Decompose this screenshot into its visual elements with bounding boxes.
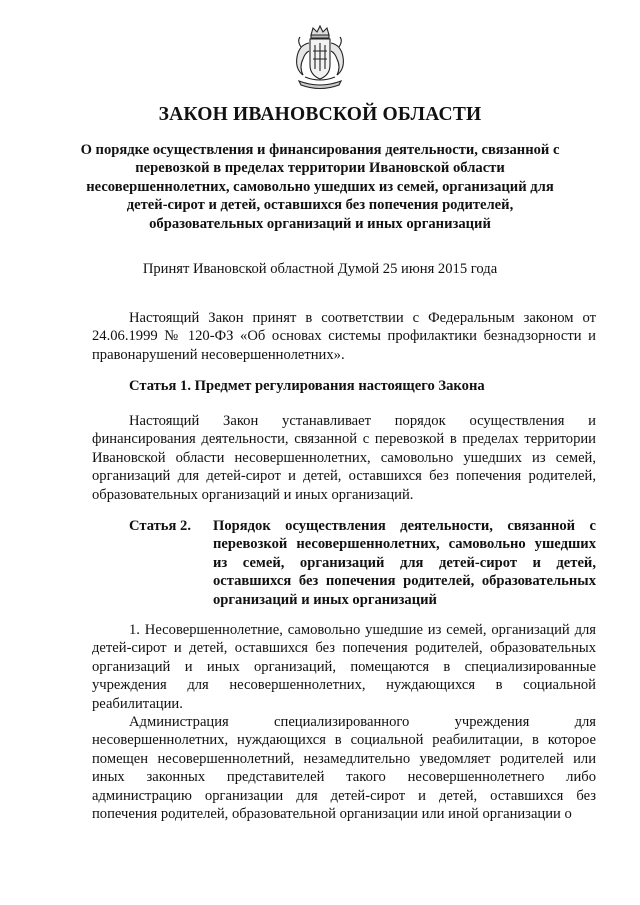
article-2-paragraph-2: Администрация специализированного учреждения для несовершеннолетних, нуждающихся в социальной реабилитации, в которое помещен несовершеннолетний, незамедлительно уведомляет родителей или иных законных представителей такого несовершеннолетнего либо администрацию организации для детей-сирот и детей, оставшихся без попечения родителей, образовательной организации или иной организации о <box>92 714 596 823</box>
adoption-statement: Принят Ивановской областной Думой 25 июня 2015 года <box>142 261 498 277</box>
law-title: ЗАКОН ИВАНОВСКОЙ ОБЛАСТИ <box>158 104 482 125</box>
law-subtitle: О порядке осуществления и финансирования деятельности, связанной с перевозкой в пределах территории Ивановской области несовершеннолетних, самовольно ушедших из семей, организаций для детей-сирот и детей, оставшихся без попечения родителей, образовательных организаций и иных организаций <box>80 142 560 232</box>
ivanovo-coat-of-arms-icon <box>291 25 349 91</box>
article-1-heading: Статья 1. Предмет регулирования настоящего Закона <box>129 378 485 394</box>
preamble-paragraph: Настоящий Закон принят в соответствии с Федеральным законом от 24.06.1999 № 120-ФЗ «Об основах системы профилактики безнадзорности и правонарушений несовершеннолетних». <box>92 310 596 363</box>
article-2-label: Статья 2. <box>129 518 191 534</box>
article-2-title: Порядок осуществления деятельности, связанной с перевозкой несовершеннолетних, самовольно ушедших из семей, организаций для детей-сирот и детей, оставшихся без попечения родителей, образовательных организаций и иных организаций <box>213 518 596 608</box>
article-2-heading <box>129 517 596 609</box>
article-2-paragraph-1: 1. Несовершеннолетние, самовольно ушедшие из семей, организаций для детей-сирот и детей, оставшихся без попечения родителей, образовательных организаций и иных организаций, помещаются в специализированные учреждения для несовершеннолетних, нуждающихся в социальной реабилитации. <box>92 622 596 712</box>
article-1-paragraph: Настоящий Закон устанавливает порядок осуществления и финансирования деятельности, связанной с перевозкой в пределах территории Ивановской области несовершеннолетних, самовольно ушедших из семей, организаций для детей-сирот и детей, оставшихся без попечения родителей, образовательных организаций и иных организаций. <box>92 413 596 503</box>
